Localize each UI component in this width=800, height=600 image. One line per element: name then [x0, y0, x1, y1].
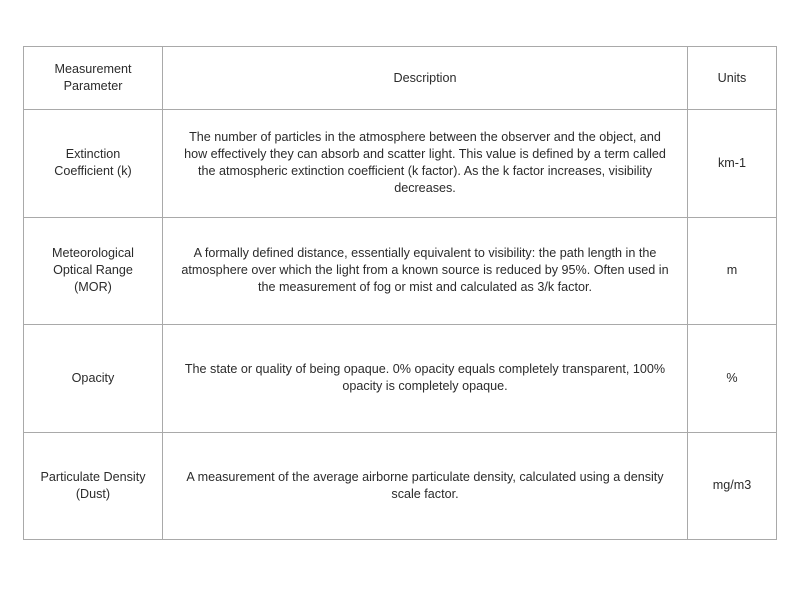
table-row [24, 432, 777, 540]
parameter-cell: Particulate Density (Dust) [24, 432, 163, 540]
units-cell: % [688, 325, 777, 433]
units-cell: mg/m3 [688, 432, 777, 540]
description-cell: A formally defined distance, essentially equivalent to visibility: the path length in the atmosphere over which the light from a known source is reduced by 95%. Often used in the measurement of fog or mist and calculated as 3/k factor. [163, 217, 688, 325]
header-measurement-parameter: Measurement Parameter [24, 47, 163, 110]
description-cell: The number of particles in the atmosphere between the observer and the object, and how effectively they can absorb and scatter light. This value is defined by a term called the atmospheric extinction coefficient (k factor). As the k factor increases, visibility decreases. [163, 110, 688, 218]
parameter-cell: Extinction Coefficient (k) [24, 110, 163, 218]
table-header-row [24, 47, 777, 110]
units-cell: km-1 [688, 110, 777, 218]
measurement-parameters-table [23, 46, 777, 540]
header-units: Units [688, 47, 777, 110]
description-cell: The state or quality of being opaque. 0% opacity equals completely transparent, 100% opacity is completely opaque. [163, 325, 688, 433]
header-description: Description [163, 47, 688, 110]
measurement-parameters-table-container [23, 46, 776, 540]
parameter-cell: Opacity [24, 325, 163, 433]
table-row [24, 325, 777, 433]
units-cell: m [688, 217, 777, 325]
description-cell: A measurement of the average airborne particulate density, calculated using a density scale factor. [163, 432, 688, 540]
table-row [24, 217, 777, 325]
parameter-cell: Meteorological Optical Range (MOR) [24, 217, 163, 325]
table-row [24, 110, 777, 218]
